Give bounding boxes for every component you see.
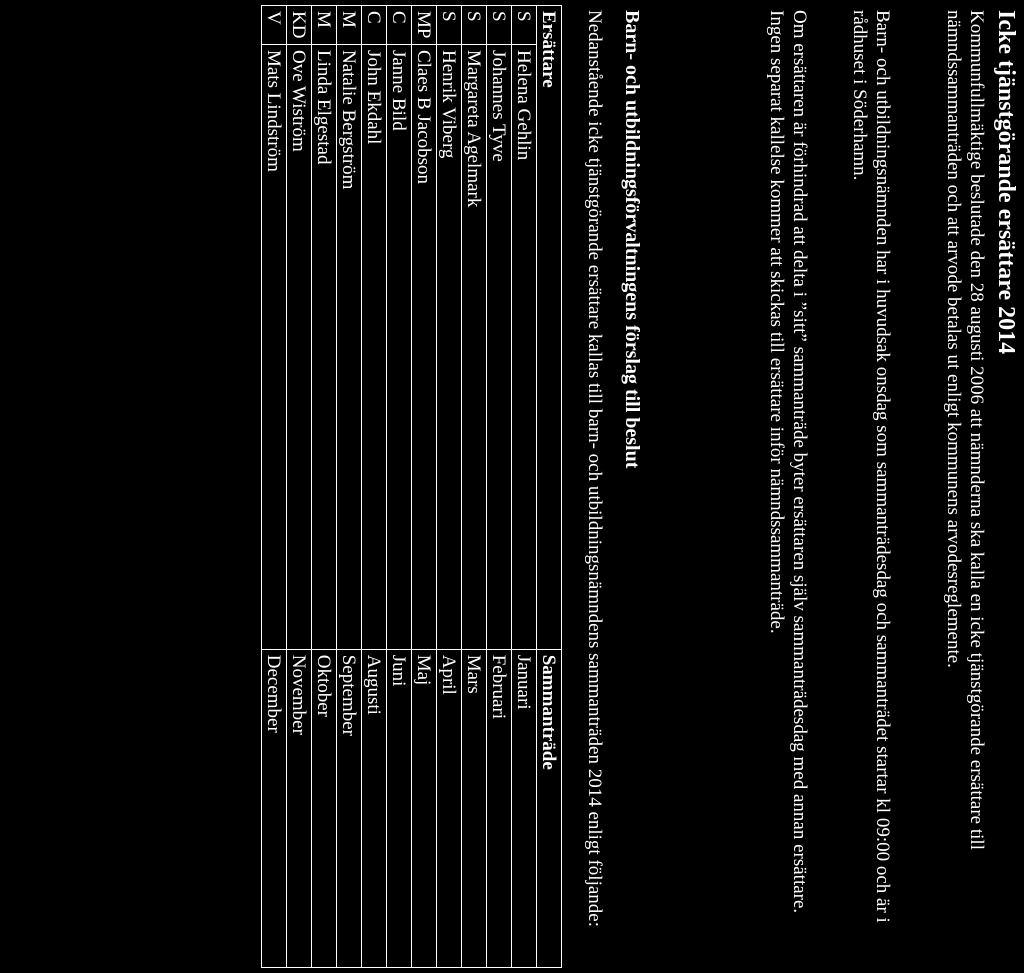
table-row	[487, 6, 512, 968]
paragraph-decision-2006: Kommunfullmäktige beslutade den 28 augusti 2006 att nämnderna ska kalla en icke tjänstgörande ersättare till nämndssammanträden och att arvode betalas ut enligt kommunens arvodesreglemente.	[943, 10, 987, 850]
party-cell: M	[337, 6, 362, 45]
party-cell: M	[312, 6, 337, 45]
month-cell: Augusti	[362, 649, 387, 967]
name-cell: Henrik Viberg	[437, 44, 462, 649]
month-cell: November	[287, 649, 312, 967]
table-row	[387, 6, 412, 968]
name-cell: Claes B Jacobson	[412, 44, 437, 649]
table-row	[337, 6, 362, 968]
document-title: Icke tjänstgörande ersättare 2014	[993, 10, 1019, 355]
table-row	[437, 6, 462, 968]
section-heading-proposal: Barn- och utbildningsförvaltningens förslag till beslut	[621, 10, 643, 469]
header-sammantrade: Sammanträde	[537, 649, 562, 967]
name-cell: Natalie Bergström	[337, 44, 362, 649]
table-row	[362, 6, 387, 968]
party-cell: MP	[412, 6, 437, 45]
month-cell: Juni	[387, 649, 412, 967]
substitute-schedule-table	[261, 5, 562, 968]
table-row	[512, 6, 537, 968]
party-cell: S	[512, 6, 537, 45]
month-cell: September	[337, 649, 362, 967]
table-row	[412, 6, 437, 968]
party-cell: V	[262, 6, 287, 45]
month-cell: Februari	[487, 649, 512, 967]
party-cell: S	[437, 6, 462, 45]
party-cell: KD	[287, 6, 312, 45]
month-cell: April	[437, 649, 462, 967]
name-cell: Johannes Tyve	[487, 44, 512, 649]
table-row	[287, 6, 312, 968]
header-ersattare: Ersättare	[537, 6, 562, 650]
name-cell: Mats Lindström	[262, 44, 287, 649]
month-cell: Januari	[512, 649, 537, 967]
month-cell: Mars	[462, 649, 487, 967]
name-cell: Ove Wiström	[287, 44, 312, 649]
month-cell: Oktober	[312, 649, 337, 967]
table-header-row	[537, 6, 562, 968]
name-cell: Linda Elgestad	[312, 44, 337, 649]
month-cell: Maj	[412, 649, 437, 967]
month-cell: December	[262, 649, 287, 967]
table-row	[312, 6, 337, 968]
party-cell: C	[387, 6, 412, 45]
name-cell: John Ekdahl	[362, 44, 387, 649]
party-cell: S	[462, 6, 487, 45]
paragraph-substitution-rules: Om ersättaren är förhindrad att delta i ”sitt” sammanträde byter ersättaren själv sammanträdesdag med annan ersättare. Ingen separat kallelse kommer att skickas till ersättare inför nämndssammanträde.	[766, 10, 810, 914]
table-row	[462, 6, 487, 968]
paragraph-meeting-day: Barn- och utbildningsnämnden har i huvudsak onsdag som sammanträdesdag och sammanträdet startar kl 09:00 och är i rådhuset i Söderhamn.	[849, 10, 893, 923]
name-cell: Helena Gehlin	[512, 44, 537, 649]
party-cell: S	[487, 6, 512, 45]
paragraph-proposal-intro: Nedanstående icke tjänstgörande ersättare kallas till barn- och utbildningsnämndens sammanträden 2014 enligt följande:	[584, 10, 605, 927]
name-cell: Janne Bild	[387, 44, 412, 649]
table-row	[262, 6, 287, 968]
table-body	[262, 6, 537, 968]
name-cell: Margareta Agelmark	[462, 44, 487, 649]
party-cell: C	[362, 6, 387, 45]
